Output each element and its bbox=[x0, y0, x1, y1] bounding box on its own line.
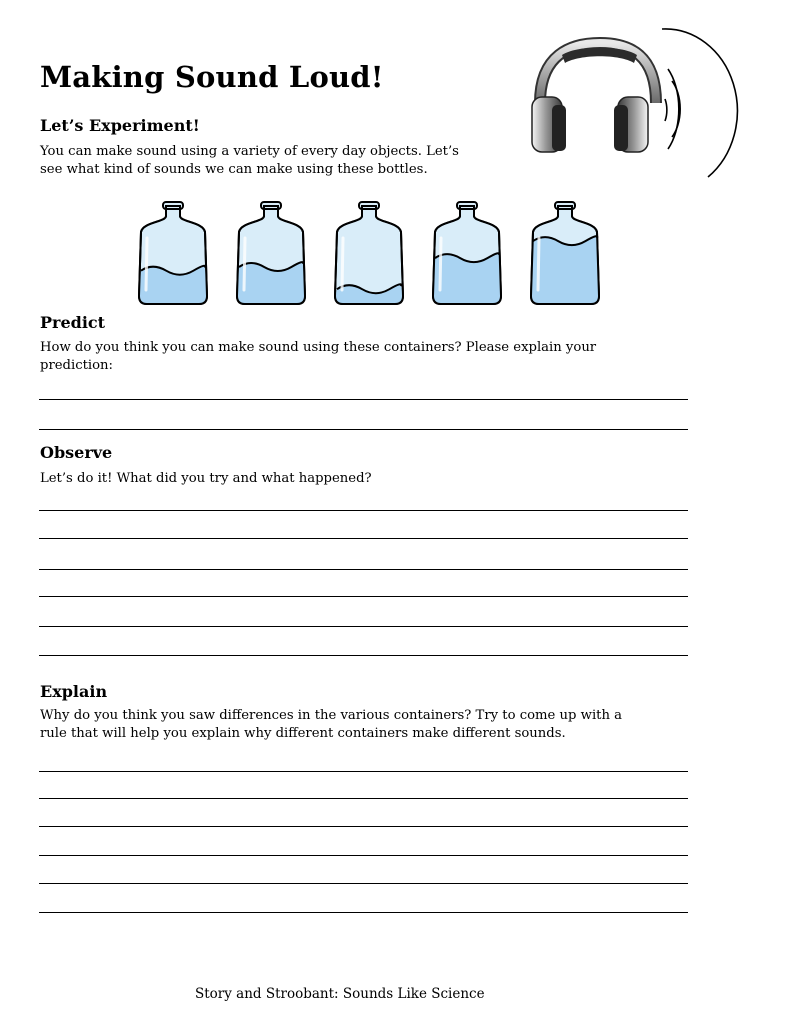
answer-line[interactable] bbox=[39, 655, 688, 656]
observe-text-line1: Let’s do it! What did you try and what happened? bbox=[40, 471, 372, 486]
observe-heading: Observe bbox=[40, 443, 113, 462]
water-bottle bbox=[139, 202, 207, 304]
water-bottle bbox=[335, 202, 403, 304]
answer-line[interactable] bbox=[39, 826, 688, 827]
bottles-illustration bbox=[130, 200, 610, 310]
answer-line[interactable] bbox=[39, 429, 688, 430]
answer-line[interactable] bbox=[39, 798, 688, 799]
answer-line[interactable] bbox=[39, 510, 688, 511]
answer-line[interactable] bbox=[39, 883, 688, 884]
experiment-text-line1: You can make sound using a variety of every day objects. Let’s bbox=[40, 144, 459, 159]
explain-text-line1: Why do you think you saw differences in the various containers? Try to come up with a bbox=[40, 708, 623, 723]
headphones-icon bbox=[522, 25, 747, 185]
water-bottle bbox=[237, 202, 305, 304]
predict-text-line2: prediction: bbox=[40, 358, 113, 373]
predict-text-line1: How do you think you can make sound using these containers? Please explain your bbox=[40, 340, 597, 355]
water-bottle bbox=[433, 202, 501, 304]
answer-line[interactable] bbox=[39, 771, 688, 772]
answer-line[interactable] bbox=[39, 596, 688, 597]
answer-line[interactable] bbox=[39, 912, 688, 913]
experiment-heading: Let’s Experiment! bbox=[40, 116, 200, 135]
explain-text-line2: rule that will help you explain why different containers make different sounds. bbox=[40, 726, 566, 741]
explain-heading: Explain bbox=[40, 682, 108, 701]
answer-line[interactable] bbox=[39, 855, 688, 856]
predict-heading: Predict bbox=[40, 313, 106, 332]
water-bottle bbox=[531, 202, 599, 304]
answer-line[interactable] bbox=[39, 569, 688, 570]
answer-line[interactable] bbox=[39, 626, 688, 627]
answer-line[interactable] bbox=[39, 399, 688, 400]
footer-credit: Story and Stroobant: Sounds Like Science bbox=[195, 986, 485, 1002]
page-title: Making Sound Loud! bbox=[40, 60, 384, 94]
answer-line[interactable] bbox=[39, 538, 688, 539]
experiment-text-line2: see what kind of sounds we can make using these bottles. bbox=[40, 162, 428, 177]
